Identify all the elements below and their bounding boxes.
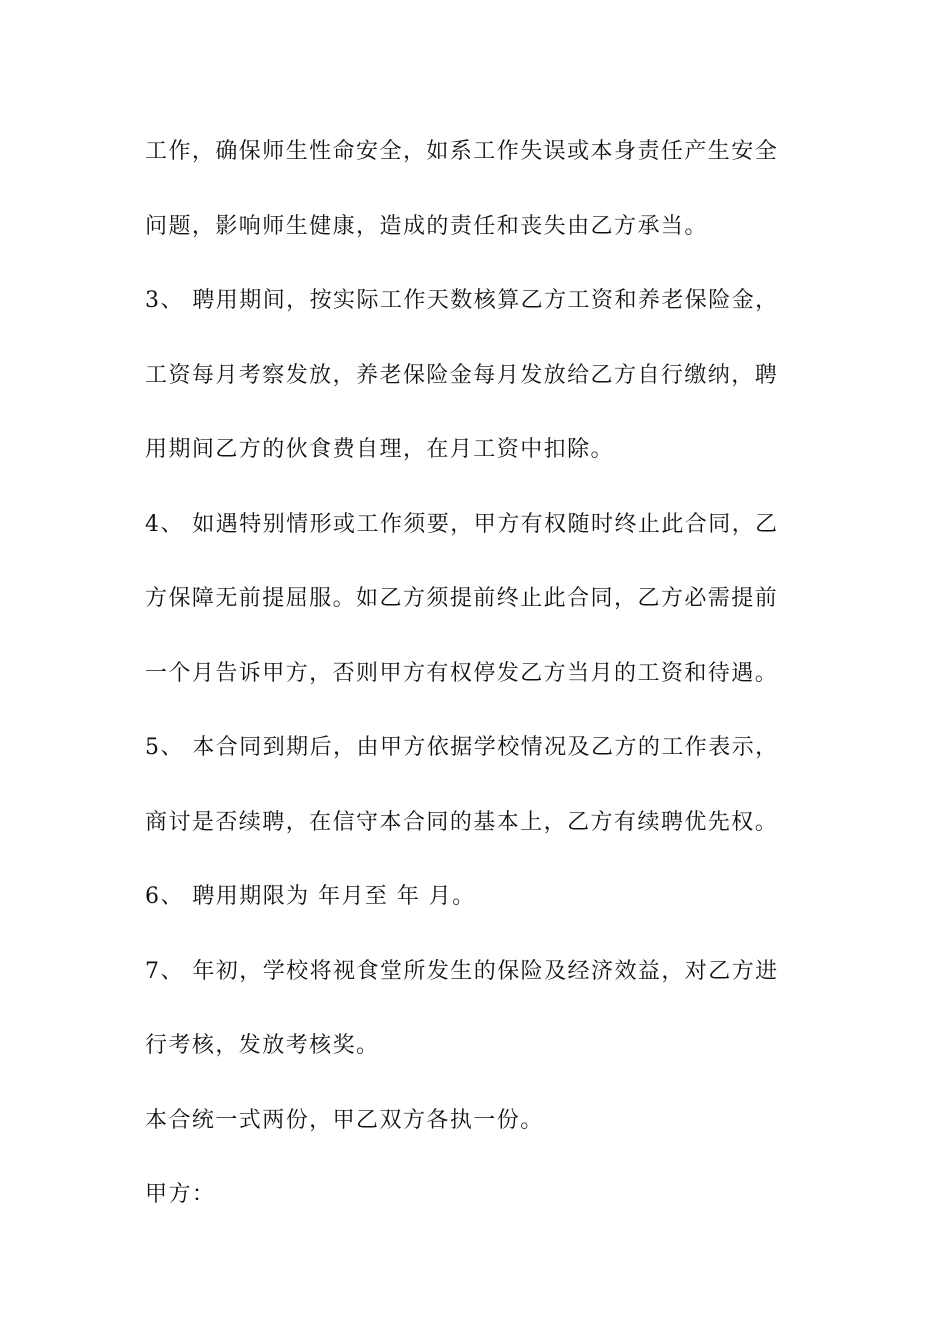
- text-line: 用期间乙方的伙食费自理，在月工资中扣除。: [145, 437, 615, 462]
- clause-3-line: 3、 聘用期间，按实际工作天数核算乙方工资和养老保险金，: [145, 288, 779, 313]
- clause-7-line: 7、 年初，学校将视食堂所发生的保险及经济效益，对乙方进: [145, 958, 779, 984]
- party-a-label: 甲方：: [145, 1182, 216, 1207]
- clause-4-line: 4、 如遇特别情形或工作须要，甲方有权随时终止此合同，乙: [145, 511, 779, 537]
- copies-statement: 本合统一式两份，甲乙双方各执一份。: [145, 1107, 544, 1133]
- clause-6-line: 6、 聘用期限为 年月至 年 月。: [145, 884, 476, 909]
- text-line: 工作，确保师生性命安全，如系工作失误或本身责任产生安全: [145, 139, 779, 164]
- text-line: 一个月告诉甲方，否则甲方有权停发乙方当月的工资和待遇。: [145, 660, 779, 686]
- text-line: 商讨是否续聘，在信守本合同的基本上，乙方有续聘优先权。: [145, 809, 779, 835]
- text-line: 工资每月考察发放，养老保险金每月发放给乙方自行缴纳，聘: [145, 362, 779, 388]
- clause-5-line: 5、 本合同到期后，由甲方依据学校情况及乙方的工作表示，: [145, 735, 779, 760]
- contract-text: [145, 130, 810, 1248]
- text-line: 行考核，发放考核奖。: [145, 1033, 380, 1058]
- text-line: 问题，影响师生健康，造成的责任和丧失由乙方承当。: [145, 213, 708, 239]
- text-line: 方保障无前提屈服。如乙方须提前终止此合同，乙方必需提前: [145, 586, 779, 611]
